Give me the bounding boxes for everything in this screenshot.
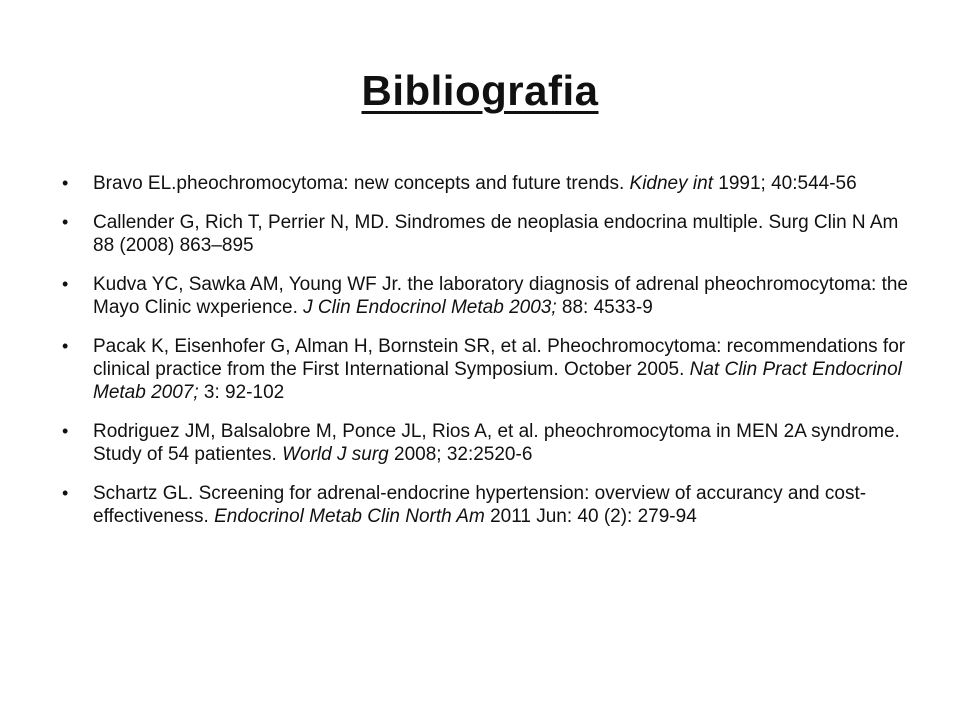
bullet-icon: •: [62, 212, 69, 232]
reference-segment: 2008; 32:2520-6: [388, 444, 533, 465]
reference-text: [93, 336, 905, 403]
bullet-icon: •: [62, 173, 69, 193]
reference-list: [60, 172, 920, 544]
reference-text: [93, 212, 898, 256]
reference-item: [60, 273, 920, 319]
reference-journal: World J surg: [282, 444, 389, 465]
bullet-icon: •: [62, 421, 69, 441]
reference-text: [93, 274, 908, 318]
reference-segment: Callender G, Rich T, Perrier N, MD. Sindromes de neoplasia endocrina multiple. Surg Clin N Am 88 (2008) 863–895: [93, 212, 899, 256]
reference-segment: 88: 4533-9: [556, 297, 653, 318]
reference-text: [93, 421, 900, 465]
bullet-icon: •: [62, 483, 69, 503]
reference-journal: J Clin Endocrinol Metab 2003;: [303, 297, 557, 318]
reference-item: [60, 420, 920, 466]
reference-segment: Schartz GL. Screening for adrenal-endocrine hypertension: overview of accurancy and cost-effectiveness.: [93, 483, 867, 527]
reference-item: [60, 335, 920, 404]
reference-journal: Endocrinol Metab Clin North Am: [214, 506, 485, 527]
reference-item: [60, 211, 920, 257]
reference-journal: Nat Clin Pract Endocrinol Metab 2007;: [93, 359, 902, 403]
reference-segment: 3: 92-102: [198, 382, 285, 403]
reference-text: [93, 173, 857, 194]
reference-text: [93, 483, 866, 527]
reference-segment: Kudva YC, Sawka AM, Young WF Jr. the laboratory diagnosis of adrenal pheochromocytoma: the Mayo Clinic wxperience.: [93, 274, 908, 318]
reference-segment: Bravo EL.pheochromocytoma: new concepts and future trends.: [93, 173, 630, 194]
reference-segment: 2011 Jun: 40 (2): 279-94: [484, 506, 697, 527]
reference-item: [60, 172, 920, 195]
bullet-icon: •: [62, 336, 69, 356]
page-title: Bibliografia: [361, 67, 599, 114]
reference-segment: Rodriguez JM, Balsalobre M, Ponce JL, Rios A, et al. pheochromocytoma in MEN 2A syndrome. Study of 54 patientes.: [93, 421, 900, 465]
reference-segment: Pacak K, Eisenhofer G, Alman H, Bornstein SR, et al. Pheochromocytoma: recommendations for clinical practice from the First International Symposium. October 2005.: [93, 336, 906, 380]
reference-segment: 1991; 40:544-56: [712, 173, 857, 194]
reference-journal: Kidney int: [629, 173, 713, 194]
reference-item: [60, 482, 920, 528]
bullet-icon: •: [62, 274, 69, 294]
